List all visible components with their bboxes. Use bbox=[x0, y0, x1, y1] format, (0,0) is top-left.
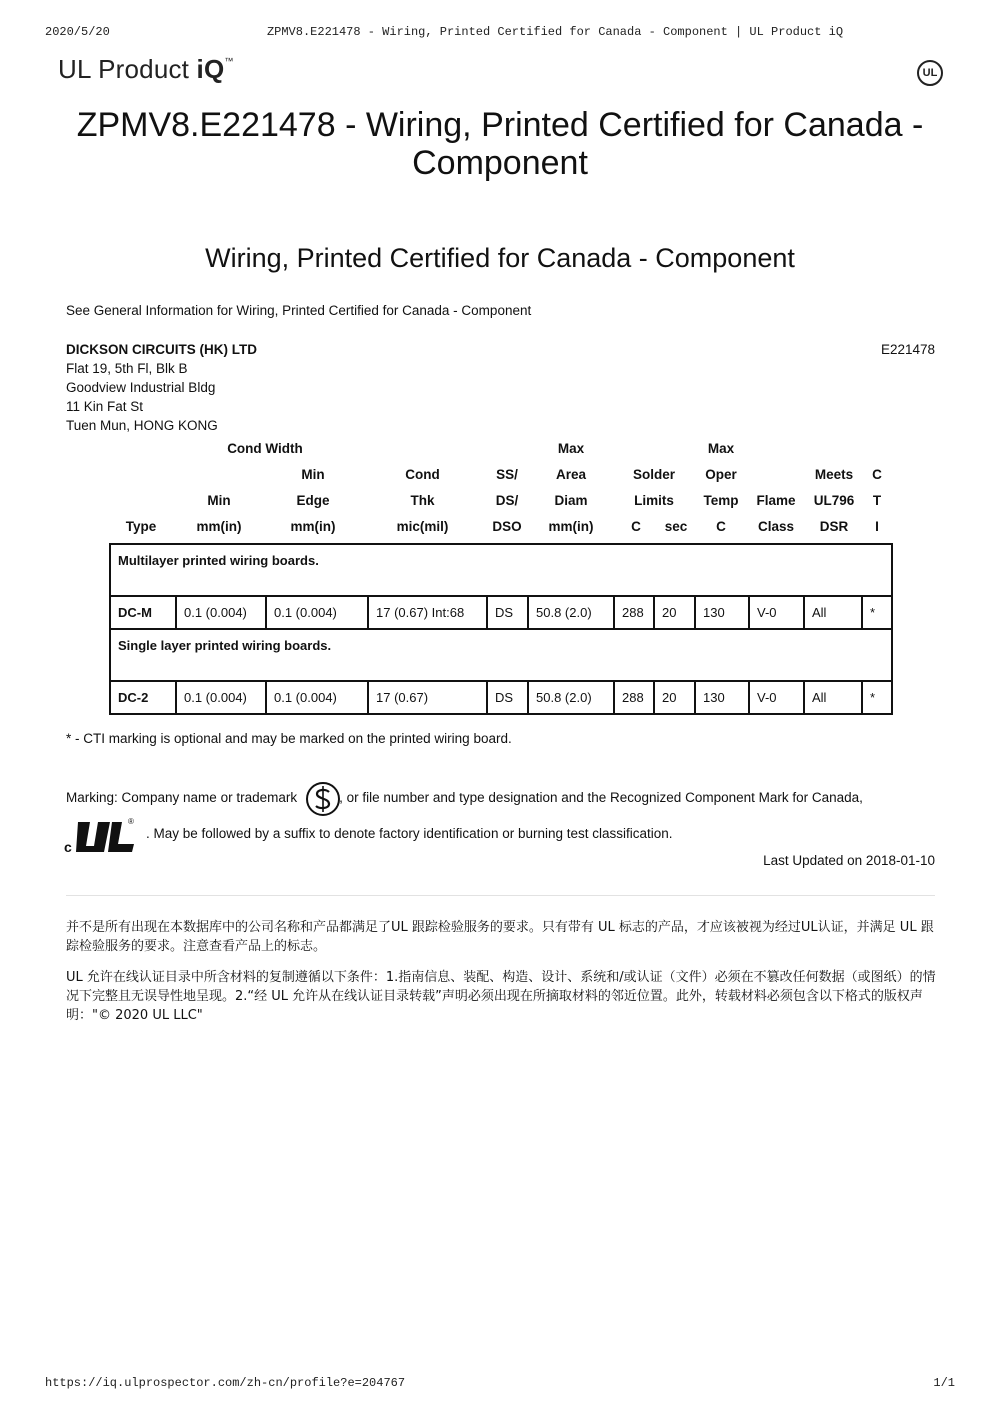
header-flame: Flame bbox=[756, 493, 796, 508]
cell-min-edge: 0.1 (0.004) bbox=[266, 596, 368, 629]
marking-part-1: Marking: Company name or trademark bbox=[66, 790, 298, 805]
cell-flame-class: V-0 bbox=[749, 596, 804, 629]
cell-type: DC-M bbox=[110, 596, 176, 629]
header-type: Type bbox=[125, 519, 157, 534]
header-thk: Thk bbox=[410, 493, 435, 508]
ul-logo-icon: UL bbox=[917, 60, 943, 86]
cell-solder-c: 288 bbox=[614, 681, 654, 714]
header-c-2: C bbox=[716, 519, 726, 534]
cell-oper-temp: 130 bbox=[695, 681, 749, 714]
header-diam: Diam bbox=[554, 493, 588, 508]
header-ul796: UL796 bbox=[813, 493, 855, 508]
group-title: Single layer printed wiring boards. bbox=[110, 629, 892, 681]
header-cond: Cond bbox=[405, 467, 440, 482]
spec-table bbox=[109, 543, 893, 715]
cell-cond-thk: 17 (0.67) bbox=[368, 681, 487, 714]
svg-text:c: c bbox=[64, 839, 72, 855]
file-number: E221478 bbox=[880, 342, 935, 357]
cell-meets-ul796: All bbox=[804, 596, 862, 629]
cell-meets-ul796: All bbox=[804, 681, 862, 714]
header-min-1: Min bbox=[207, 493, 231, 508]
header-edge: Edge bbox=[296, 493, 330, 508]
logo-text: UL Product bbox=[58, 54, 197, 84]
print-date: 2020/5/20 bbox=[45, 25, 110, 39]
disclaimer-paragraph-2: UL 允许在线认证目录中所含材料的复制遵循以下条件：1.指南信息、装配、构造、设计、系统和/或认证（文件）必须在不篡改任何数据（或图纸）的情况下完整且无误导性地呈现。2.“经 UL 允许从在线认证目录转载”声明必须出现在所摘取材料的邻近位置。此外，转载材料必须包含以下格式的版权声明："© 2020 UL LLC" bbox=[66, 970, 936, 1023]
address-line-4: Tuen Mun, HONG KONG bbox=[66, 418, 218, 433]
page-title-line-2: Component bbox=[412, 144, 588, 182]
group-title: Multilayer printed wiring boards. bbox=[110, 544, 892, 596]
cell-min-edge: 0.1 (0.004) bbox=[266, 681, 368, 714]
header-oper: Oper bbox=[705, 467, 737, 482]
cell-solder-sec: 20 bbox=[654, 596, 695, 629]
cti-footnote: * - CTI marking is optional and may be marked on the printed wiring board. bbox=[66, 731, 512, 746]
logo-iq: iQ bbox=[196, 54, 225, 84]
header-cond-width: Cond Width bbox=[227, 441, 303, 456]
cell-flame-class: V-0 bbox=[749, 681, 804, 714]
print-page-title: ZPMV8.E221478 - Wiring, Printed Certified for Canada - Component | UL Product iQ bbox=[266, 25, 844, 39]
cell-ss-ds: DS bbox=[487, 681, 528, 714]
header-min-2: Min bbox=[301, 467, 325, 482]
svg-text:®: ® bbox=[128, 817, 134, 826]
ul-product-iq-logo[interactable] bbox=[58, 54, 234, 85]
header-meets: Meets bbox=[814, 467, 854, 482]
header-class: Class bbox=[757, 519, 795, 534]
address-line-1: Flat 19, 5th Fl, Blk B bbox=[66, 361, 188, 376]
header-solder: Solder bbox=[632, 467, 675, 482]
cell-cti: * bbox=[862, 596, 892, 629]
cell-max-area: 50.8 (2.0) bbox=[528, 596, 614, 629]
header-limits: Limits bbox=[634, 493, 674, 508]
disclaimer-paragraph-1: 并不是所有出现在本数据库中的公司名称和产品都满足了UL 跟踪检验服务的要求。只有带有 UL 标志的产品，才应该被视为经过UL认证，并满足 UL 跟踪检验服务的要求。注意查看产品上的标志。 bbox=[66, 920, 934, 954]
cru-component-mark-icon bbox=[64, 816, 140, 856]
address-line-3: 11 Kin Fat St bbox=[66, 399, 144, 414]
header-c-1: C bbox=[631, 519, 641, 534]
divider bbox=[66, 895, 935, 896]
header-cti-t: T bbox=[872, 493, 882, 508]
logo-tm: ™ bbox=[224, 56, 234, 66]
marking-text-1 bbox=[66, 790, 863, 805]
header-dso: DSO bbox=[492, 519, 522, 534]
cell-solder-sec: 20 bbox=[654, 681, 695, 714]
print-url: https://iq.ulprospector.com/zh-cn/profile?e=204767 bbox=[45, 1376, 406, 1390]
header-ss: SS/ bbox=[496, 467, 518, 482]
header-dsr: DSR bbox=[819, 519, 849, 534]
header-ds: DS/ bbox=[495, 493, 519, 508]
cell-oper-temp: 130 bbox=[695, 596, 749, 629]
table-row bbox=[110, 596, 892, 629]
cell-cti: * bbox=[862, 681, 892, 714]
header-area: Area bbox=[555, 467, 587, 482]
cell-min-width: 0.1 (0.004) bbox=[176, 681, 266, 714]
print-page-number: 1/1 bbox=[933, 1376, 955, 1390]
group-header-row bbox=[110, 629, 892, 681]
header-mm-in-1: mm(in) bbox=[196, 519, 242, 534]
general-info-link[interactable]: See General Information for Wiring, Printed Certified for Canada - Component bbox=[66, 303, 532, 318]
cell-cond-thk: 17 (0.67) Int:68 bbox=[368, 596, 487, 629]
header-sec: sec bbox=[664, 519, 688, 534]
page-title-line-1: ZPMV8.E221478 - Wiring, Printed Certified for Canada - bbox=[76, 106, 924, 144]
header-cti-i: I bbox=[875, 519, 879, 534]
cell-ss-ds: DS bbox=[487, 596, 528, 629]
header-max-1: Max bbox=[557, 441, 585, 456]
cell-min-width: 0.1 (0.004) bbox=[176, 596, 266, 629]
marking-text-2: . May be followed by a suffix to denote factory identification or burning test classification. bbox=[146, 826, 673, 841]
marking-part-2: , or file number and type designation and the Recognized Component Mark for Canada, bbox=[339, 790, 863, 805]
section-title: Wiring, Printed Certified for Canada - Component bbox=[205, 243, 795, 273]
cell-max-area: 50.8 (2.0) bbox=[528, 681, 614, 714]
page-title bbox=[60, 106, 940, 182]
header-mm-in-3: mm(in) bbox=[548, 519, 594, 534]
cell-type: DC-2 bbox=[110, 681, 176, 714]
last-updated: Last Updated on 2018-01-10 bbox=[763, 853, 935, 868]
address-line-2: Goodview Industrial Bldg bbox=[66, 380, 216, 395]
group-header-row bbox=[110, 544, 892, 596]
recognized-mark-icon bbox=[304, 780, 342, 818]
table-row bbox=[110, 681, 892, 714]
cell-solder-c: 288 bbox=[614, 596, 654, 629]
header-cti-c: C bbox=[872, 467, 882, 482]
header-temp: Temp bbox=[703, 493, 739, 508]
header-mic-mil: mic(mil) bbox=[396, 519, 449, 534]
header-mm-in-2: mm(in) bbox=[290, 519, 336, 534]
company-name: DICKSON CIRCUITS (HK) LTD bbox=[66, 342, 257, 357]
header-max-2: Max bbox=[707, 441, 735, 456]
